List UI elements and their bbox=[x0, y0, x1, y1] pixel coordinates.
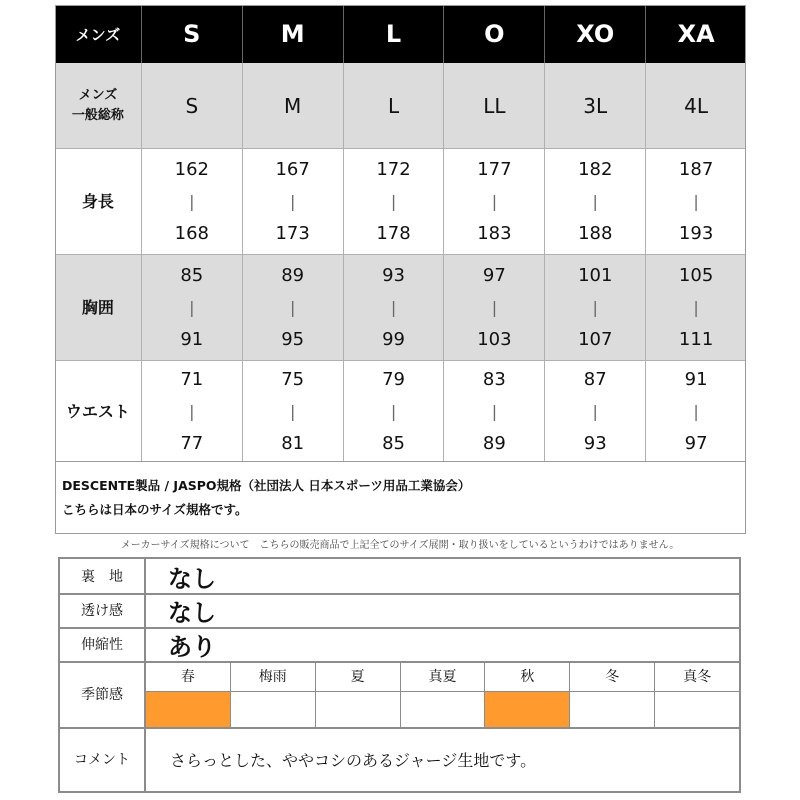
range-max: 107 bbox=[578, 328, 613, 350]
range-max: 103 bbox=[477, 328, 512, 350]
height-range-cell bbox=[645, 149, 746, 254]
season-summer bbox=[315, 661, 400, 727]
chest-range-cell bbox=[242, 255, 343, 360]
size-header-row bbox=[55, 5, 746, 63]
season-midwinter bbox=[654, 661, 739, 727]
season-spring bbox=[146, 661, 230, 727]
sheer-row bbox=[60, 593, 739, 629]
range-separator: | bbox=[189, 191, 195, 211]
range-max: 93 bbox=[583, 432, 607, 454]
size-header-cell: L bbox=[343, 5, 444, 63]
waist-range-cell bbox=[343, 361, 444, 462]
range-separator: | bbox=[189, 297, 195, 317]
size-header-cell: XA bbox=[645, 5, 746, 63]
lining-row bbox=[60, 559, 739, 595]
season-name: 夏 bbox=[316, 661, 400, 692]
size-header-cell: XO bbox=[544, 5, 645, 63]
chest-range-cell bbox=[544, 255, 645, 360]
season-indicator bbox=[231, 692, 315, 727]
season-grid bbox=[146, 661, 739, 727]
waist-range-cell bbox=[242, 361, 343, 462]
season-name: 真夏 bbox=[401, 661, 485, 692]
season-name: 春 bbox=[146, 661, 230, 692]
general-size-label bbox=[55, 63, 141, 148]
waist-row bbox=[55, 360, 746, 462]
comment-row bbox=[60, 727, 739, 791]
season-autumn bbox=[484, 661, 569, 727]
size-header-cell: S bbox=[141, 5, 242, 63]
season-indicator bbox=[401, 692, 485, 727]
range-min: 162 bbox=[174, 158, 209, 180]
range-separator: | bbox=[693, 191, 699, 211]
range-separator: | bbox=[491, 297, 498, 317]
general-size-cell: 4L bbox=[645, 63, 746, 148]
chest-range-cell bbox=[343, 255, 444, 360]
range-max: 183 bbox=[477, 222, 512, 244]
general-size-cell: 3L bbox=[544, 63, 645, 148]
range-max: 173 bbox=[275, 222, 310, 244]
height-label: 身長 bbox=[81, 191, 114, 211]
general-size-row bbox=[55, 63, 746, 148]
general-size-label-line2: 一般総称 bbox=[71, 107, 124, 123]
range-min: 71 bbox=[180, 368, 204, 390]
stretch-value: あり bbox=[168, 632, 216, 661]
season-midsummer bbox=[400, 661, 485, 727]
range-max: 178 bbox=[376, 222, 411, 244]
season-indicator bbox=[655, 692, 739, 727]
size-disclaimer: メーカーサイズ規格について こちらの販売商品で上記全てのサイズ展開・取り扱いをしているというわけではありません。 bbox=[120, 540, 680, 551]
chest-range-cell bbox=[141, 255, 242, 360]
range-max: 77 bbox=[180, 432, 204, 454]
range-min: 91 bbox=[684, 368, 708, 390]
chest-range-cell bbox=[645, 255, 746, 360]
general-size-cell: L bbox=[343, 63, 444, 148]
range-max: 95 bbox=[281, 328, 305, 350]
range-max: 85 bbox=[382, 432, 405, 454]
range-separator: | bbox=[189, 401, 195, 421]
range-separator: | bbox=[390, 191, 397, 211]
range-min: 167 bbox=[275, 158, 310, 180]
range-separator: | bbox=[289, 401, 296, 421]
range-min: 177 bbox=[477, 158, 512, 180]
range-max: 89 bbox=[482, 432, 506, 454]
waist-range-cell bbox=[645, 361, 746, 462]
range-separator: | bbox=[693, 297, 699, 317]
season-name: 真冬 bbox=[655, 661, 739, 692]
range-min: 89 bbox=[281, 264, 305, 286]
comment-text: さらっとした、ややコシのあるジャージ生地です。 bbox=[170, 750, 537, 770]
range-separator: | bbox=[390, 401, 397, 421]
range-min: 97 bbox=[482, 264, 506, 286]
general-size-label-line1: メンズ bbox=[78, 87, 118, 103]
range-max: 193 bbox=[678, 222, 714, 244]
height-range-cell bbox=[544, 149, 645, 254]
range-separator: | bbox=[289, 297, 296, 317]
range-min: 87 bbox=[583, 368, 607, 390]
lining-value: なし bbox=[168, 564, 216, 593]
height-range-cell bbox=[141, 149, 242, 254]
season-indicator bbox=[316, 692, 400, 727]
chest-row bbox=[55, 254, 746, 360]
size-header-cell: M bbox=[242, 5, 343, 63]
note-line-1: DESCENTE製品 / JASPO規格（社団法人 日本スポーツ用品工業協会） bbox=[62, 478, 471, 493]
size-table bbox=[55, 5, 746, 462]
range-max: 111 bbox=[678, 328, 714, 350]
range-separator: | bbox=[390, 297, 397, 317]
range-min: 187 bbox=[678, 158, 714, 180]
season-winter bbox=[569, 661, 654, 727]
fabric-attribute-table bbox=[58, 557, 741, 793]
height-row bbox=[55, 148, 746, 254]
lining-label: 裏 地 bbox=[60, 559, 146, 593]
range-min: 93 bbox=[382, 264, 405, 286]
range-separator: | bbox=[693, 401, 699, 421]
height-range-cell bbox=[343, 149, 444, 254]
stretch-label: 伸縮性 bbox=[60, 627, 146, 661]
height-range-cell bbox=[443, 149, 544, 254]
stretch-row bbox=[60, 627, 739, 663]
height-range-cell bbox=[242, 149, 343, 254]
general-size-cell: M bbox=[242, 63, 343, 148]
range-min: 105 bbox=[678, 264, 714, 286]
range-min: 182 bbox=[578, 158, 613, 180]
range-min: 85 bbox=[180, 264, 204, 286]
waist-label: ウエスト bbox=[65, 401, 130, 421]
season-indicator bbox=[485, 692, 569, 727]
range-separator: | bbox=[491, 191, 498, 211]
season-rainy bbox=[230, 661, 315, 727]
range-separator: | bbox=[592, 401, 598, 421]
waist-range-cell bbox=[141, 361, 242, 462]
size-header-cell: O bbox=[443, 5, 544, 63]
comment-label: コメント bbox=[60, 727, 146, 791]
range-separator: | bbox=[592, 191, 598, 211]
season-row bbox=[60, 661, 739, 729]
waist-range-cell bbox=[443, 361, 544, 462]
sheer-value: なし bbox=[168, 598, 216, 627]
range-min: 101 bbox=[578, 264, 613, 286]
range-max: 99 bbox=[382, 328, 405, 350]
season-indicator bbox=[570, 692, 654, 727]
size-standard-note bbox=[55, 462, 746, 534]
range-min: 172 bbox=[376, 158, 411, 180]
chest-label: 胸囲 bbox=[81, 297, 114, 317]
range-min: 83 bbox=[482, 368, 506, 390]
waist-range-cell bbox=[544, 361, 645, 462]
range-max: 168 bbox=[174, 222, 209, 244]
chest-range-cell bbox=[443, 255, 544, 360]
season-name: 冬 bbox=[570, 661, 654, 692]
general-size-cell: S bbox=[141, 63, 242, 148]
range-max: 81 bbox=[281, 432, 305, 454]
season-indicator bbox=[146, 692, 230, 727]
range-max: 97 bbox=[684, 432, 708, 454]
size-header-label: メンズ bbox=[75, 25, 121, 44]
sheer-label: 透け感 bbox=[60, 593, 146, 627]
range-max: 91 bbox=[180, 328, 204, 350]
range-separator: | bbox=[592, 297, 598, 317]
season-label: 季節感 bbox=[60, 661, 146, 727]
range-separator: | bbox=[289, 191, 296, 211]
note-line-2: こちらは日本のサイズ規格です。 bbox=[62, 502, 248, 517]
range-separator: | bbox=[491, 401, 498, 421]
season-name: 梅雨 bbox=[231, 661, 315, 692]
general-size-cell: LL bbox=[443, 63, 544, 148]
range-min: 79 bbox=[382, 368, 405, 390]
range-max: 188 bbox=[578, 222, 613, 244]
season-name: 秋 bbox=[485, 661, 569, 692]
range-min: 75 bbox=[281, 368, 305, 390]
